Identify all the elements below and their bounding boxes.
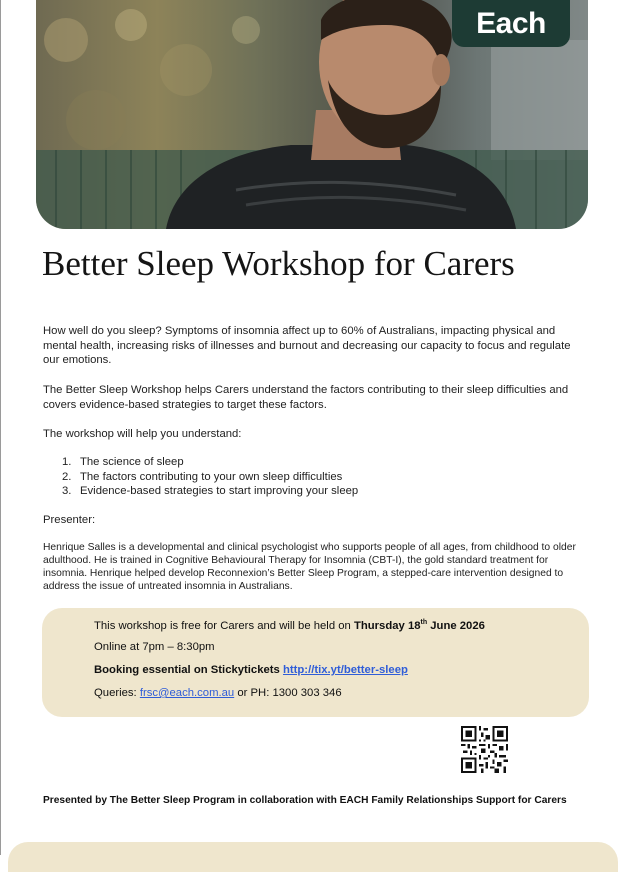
- list-item-number: 1.: [62, 456, 72, 468]
- event-date-line: [94, 619, 485, 632]
- list-item: [62, 455, 358, 470]
- topic-list: [62, 455, 358, 499]
- presenter-label: Presenter:: [43, 514, 96, 526]
- booking-label: Booking essential on Stickytickets: [94, 664, 283, 676]
- hero-photo: [36, 0, 588, 229]
- event-date-rest: June 2026: [427, 619, 485, 632]
- list-item-text: The science of sleep: [80, 456, 184, 468]
- list-item: [62, 484, 358, 499]
- bottom-band: [8, 842, 618, 872]
- presenter-bio: Henrique Salles is a developmental and clinical psychologist who supports people of all ages, from childhood to older adulthood. He is trained in Cognitive Behavioural Therapy for Insomnia (CBT-I), the gold standard treatment for insomnia. Henrique helped develop Reconnexion’s Better Sleep Program, a stepped-care intervention designed to address the issue of untreated insomnia in Australians.: [43, 542, 576, 592]
- footer-credit: Presented by The Better Sleep Program in collaboration with EACH Family Relationships Support for Carers: [43, 795, 567, 806]
- list-intro: The workshop will help you understand:: [43, 428, 242, 440]
- list-item-number: 3.: [62, 485, 72, 498]
- overview-paragraph: The Better Sleep Workshop helps Carers understand the factors contributing to their sleep difficulties and covers evidence-based strategies to target these factors.: [43, 384, 569, 411]
- page-edge: [0, 0, 1, 855]
- qr-code-icon[interactable]: [461, 726, 508, 773]
- email-link[interactable]: frsc@each.com.au: [139, 687, 235, 699]
- booking-link[interactable]: http://tix.yt/better-sleep: [282, 664, 408, 676]
- list-item-text: Evidence-based strategies to start improving your sleep: [80, 485, 359, 498]
- event-time: Online at 7pm – 8:30pm: [94, 641, 215, 653]
- free-text: This workshop is free for Carers and will be held on: [94, 619, 354, 632]
- intro-paragraph: How well do you sleep? Symptoms of insomnia affect up to 60% of Australians, impacting physical and mental health, increasing risks of illnesses and burnout and decreasing our capacity to focus and regulate our emotions.: [43, 325, 571, 366]
- event-date-day: Thursday 18: [353, 619, 421, 632]
- each-logo: Each: [452, 0, 570, 47]
- page-title: Better Sleep Workshop for Carers: [42, 244, 515, 283]
- booking-line: [94, 664, 408, 676]
- queries-label: Queries:: [94, 687, 140, 699]
- event-date-suffix: th: [420, 619, 428, 626]
- list-item: [62, 470, 358, 485]
- event-info-box: [42, 608, 589, 717]
- phone-text: or PH: 1300 303 346: [234, 687, 342, 699]
- list-item-text: The factors contributing to your own sleep difficulties: [80, 470, 343, 483]
- queries-line: [94, 687, 342, 699]
- list-item-number: 2.: [62, 470, 72, 483]
